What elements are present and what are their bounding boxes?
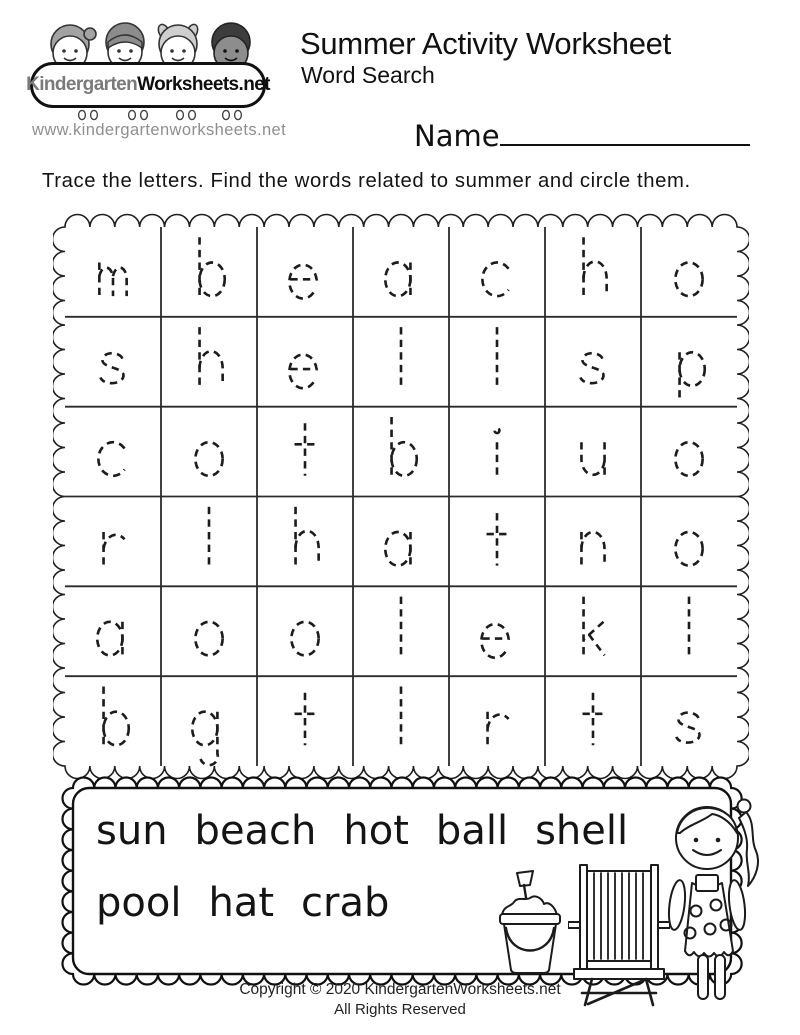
- word-ball: ball: [435, 808, 509, 854]
- word-pool: pool: [96, 880, 182, 926]
- page-title: Summer Activity Worksheet: [300, 26, 671, 61]
- website-url: www.kindergartenworksheets.net: [32, 121, 287, 139]
- logo-box: [26, 62, 270, 108]
- letter-grid: [53, 213, 749, 781]
- rights-text: All Rights Reserved: [334, 1001, 466, 1018]
- page-subtitle: Word Search: [301, 62, 435, 88]
- name-row: [414, 114, 750, 153]
- word-shell: shell: [535, 808, 629, 854]
- name-label: Name: [414, 119, 500, 153]
- word-hat: hat: [208, 880, 274, 926]
- brand-name-black: Worksheets.net: [137, 74, 270, 95]
- girl-illustration: [660, 793, 766, 1005]
- name-blank-line: [500, 114, 750, 146]
- copyright-text: Copyright © 2020 KindergartenWorksheets.net: [239, 981, 561, 998]
- word-crab: crab: [301, 880, 390, 926]
- logo: [26, 22, 287, 142]
- instruction-text: Trace the letters. Find the words related to summer and circle them.: [42, 170, 691, 192]
- footer: [0, 981, 800, 1018]
- sand-bucket-illustration: [497, 870, 563, 976]
- brand-name-gray: Kindergarten: [26, 74, 138, 95]
- word-hot: hot: [343, 808, 409, 854]
- word-sun: sun: [96, 808, 168, 854]
- word-beach: beach: [194, 808, 317, 854]
